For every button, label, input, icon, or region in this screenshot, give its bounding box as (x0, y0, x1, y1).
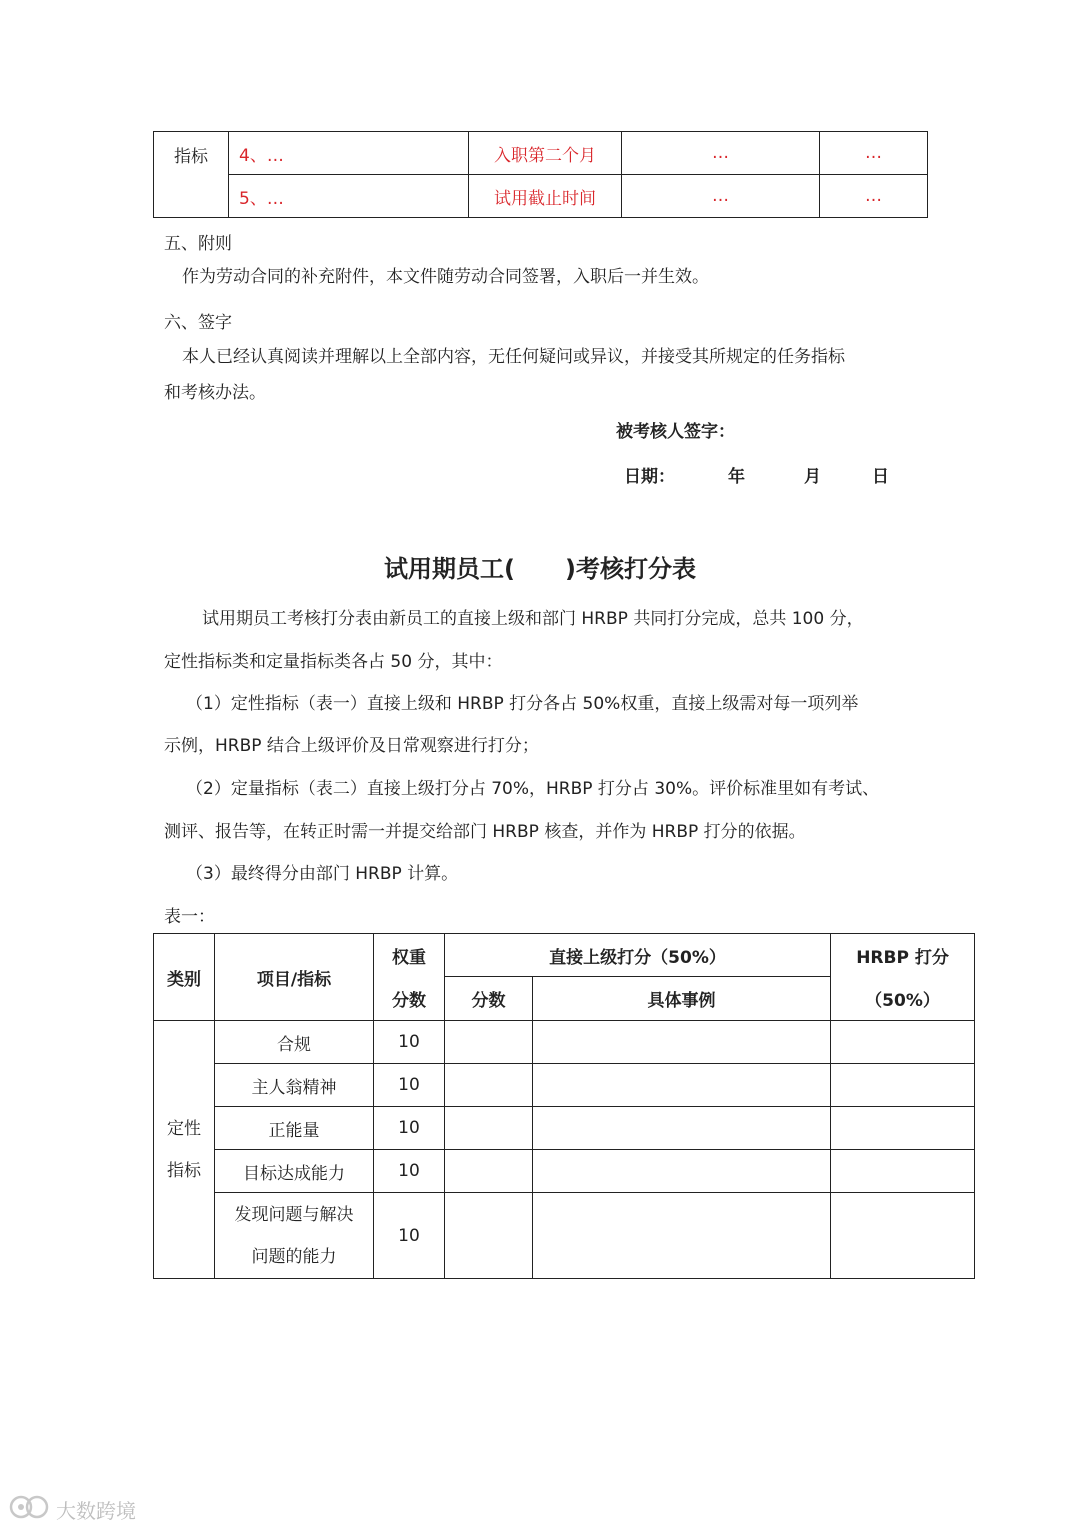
header-item: 项目/指标 (215, 934, 374, 1021)
scoring-table (153, 933, 975, 1279)
header-supervisor: 直接上级打分（50%） (445, 934, 831, 977)
row-item-line1: 发现问题与解决 (234, 1204, 354, 1225)
intro-paragraph-1-line2: 定性指标类和定量指标类各占 50 分，其中： (164, 652, 503, 672)
intro-paragraph-3-line1: （2）定量指标（表二）直接上级打分占 70%，HRBP 打分占 30%。评价标准里如有考试、 (186, 779, 880, 799)
indicator-cell: … (622, 175, 820, 218)
indicator-cell: … (820, 175, 928, 218)
watermark-text: 大数跨境 (56, 1499, 136, 1523)
row-hrbp (831, 1021, 975, 1064)
row-hrbp (831, 1193, 975, 1279)
row-example (533, 1150, 831, 1193)
watermark (8, 1494, 136, 1525)
category-cell (154, 1021, 215, 1279)
header-category: 类别 (154, 934, 215, 1021)
indicator-time-cell: 试用截止时间 (469, 175, 622, 218)
indicator-cell: … (622, 132, 820, 175)
row-example (533, 1064, 831, 1107)
date-year: 年 (728, 467, 745, 487)
row-score (445, 1150, 533, 1193)
row-hrbp (831, 1150, 975, 1193)
section6-text-line2: 和考核办法。 (164, 383, 266, 403)
row-hrbp (831, 1107, 975, 1150)
signature-label: 被考核人签字： (616, 422, 735, 442)
row-weight: 10 (374, 1064, 445, 1107)
header-weight-top: 权重 (374, 934, 445, 977)
row-item: 目标达成能力 (215, 1150, 374, 1193)
row-score (445, 1021, 533, 1064)
section6-heading: 六、签字 (164, 313, 232, 333)
category-line1: 定性 (167, 1118, 201, 1139)
section6-text-line1: 本人已经认真阅读并理解以上全部内容，无任何疑问或异议，并接受其所规定的任务指标 (182, 347, 845, 367)
date-month: 月 (804, 467, 821, 487)
section5-heading: 五、附则 (164, 234, 232, 254)
intro-paragraph-2-line2: 示例，HRBP 结合上级评价及日常观察进行打分； (164, 736, 539, 756)
row-item: 合规 (215, 1021, 374, 1064)
row-hrbp (831, 1064, 975, 1107)
section5-text: 作为劳动合同的补充附件，本文件随劳动合同签署，入职后一并生效。 (182, 267, 709, 287)
intro-paragraph-1-line1: 试用期员工考核打分表由新员工的直接上级和部门 HRBP 共同打分完成，总共 100 分， (202, 609, 864, 629)
indicator-item-cell: 4、… (229, 132, 469, 175)
header-hrbp-top: HRBP 打分 (831, 934, 975, 977)
row-weight: 10 (374, 1150, 445, 1193)
row-item: 正能量 (215, 1107, 374, 1150)
header-score: 分数 (445, 977, 533, 1021)
row-weight: 10 (374, 1021, 445, 1064)
intro-paragraph-3-line2: 测评、报告等，在转正时需一并提交给部门 HRBP 核查，并作为 HRBP 打分的依据。 (164, 822, 806, 842)
row-score (445, 1064, 533, 1107)
row-example (533, 1193, 831, 1279)
row-item-line2: 问题的能力 (251, 1246, 337, 1267)
row-example (533, 1107, 831, 1150)
header-hrbp-bottom: （50%） (831, 977, 975, 1021)
row-score (445, 1107, 533, 1150)
top-indicator-table (153, 131, 928, 218)
indicator-category-cell: 指标 (154, 132, 229, 218)
intro-paragraph-4: （3）最终得分由部门 HRBP 计算。 (186, 864, 459, 884)
row-weight: 10 (374, 1193, 445, 1279)
date-label: 日期： (624, 467, 675, 487)
date-day: 日 (872, 467, 889, 487)
row-item: 主人翁精神 (215, 1064, 374, 1107)
row-score (445, 1193, 533, 1279)
row-item (215, 1193, 374, 1279)
header-example: 具体事例 (533, 977, 831, 1021)
indicator-time-cell: 入职第二个月 (469, 132, 622, 175)
page-title: 试用期员工( )考核打分表 (383, 555, 697, 583)
indicator-cell: … (820, 132, 928, 175)
header-weight-bottom: 分数 (374, 977, 445, 1021)
indicator-item-cell: 5、… (229, 175, 469, 218)
table-label: 表一： (164, 907, 215, 927)
watermark-logo-icon (8, 1494, 50, 1525)
row-example (533, 1021, 831, 1064)
category-line2: 指标 (167, 1160, 201, 1181)
intro-paragraph-2-line1: （1）定性指标（表一）直接上级和 HRBP 打分各占 50%权重，直接上级需对每一项列举 (186, 694, 859, 714)
row-weight: 10 (374, 1107, 445, 1150)
